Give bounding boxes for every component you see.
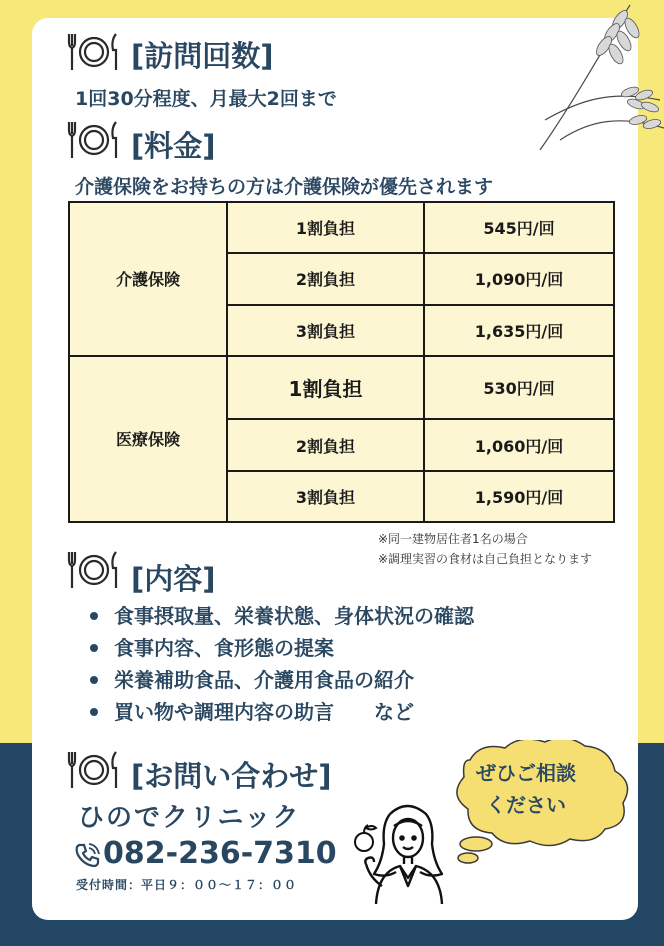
section-heading-fee: [料金]	[131, 129, 216, 163]
fee-table	[68, 201, 615, 523]
plate-fork-knife-icon	[66, 548, 122, 592]
price-cell: 530円/回	[424, 356, 614, 420]
price-cell: 1,635円/回	[424, 305, 614, 356]
clinic-name: ひのでクリニック	[78, 803, 301, 833]
fee-text: 介護保険をお持ちの方は介護保険が優先されます	[75, 176, 494, 198]
reception-hours: 受付時間：平日９：００～１７：００	[76, 878, 298, 892]
note-same-building: ※同一建物居住者1名の場合	[378, 532, 528, 546]
list-item: 栄養補助食品、介護用食品の紹介	[82, 664, 474, 696]
burden-cell: 3割負担	[227, 471, 424, 522]
wheat-decoration	[520, 0, 664, 160]
phone-icon	[74, 842, 100, 868]
table-row	[69, 202, 614, 253]
burden-cell: 2割負担	[227, 253, 424, 304]
price-cell: 545円/回	[424, 202, 614, 253]
bubble-line-2: ください	[486, 793, 566, 817]
visit-text: 1回30分程度、月最大2回まで	[75, 88, 337, 110]
note-cooking-materials: ※調理実習の食材は自己負担となります	[378, 552, 593, 566]
bubble-line-1: ぜひご相談	[476, 761, 576, 785]
list-item: 食事内容、食形態の提案	[82, 632, 474, 664]
burden-cell: 3割負担	[227, 305, 424, 356]
group-label-kaigo: 介護保険	[69, 202, 227, 356]
plate-fork-knife-icon	[66, 30, 122, 74]
list-item: 食事摂取量、栄養状態、身体状況の確認	[82, 600, 474, 632]
plate-fork-knife-icon	[66, 748, 122, 792]
woman-with-apple-illustration	[352, 796, 458, 904]
burden-cell: 2割負担	[227, 419, 424, 470]
bubble-text	[446, 757, 606, 821]
section-heading-contents: [内容]	[131, 562, 216, 596]
price-cell: 1,090円/回	[424, 253, 614, 304]
price-cell: 1,060円/回	[424, 419, 614, 470]
list-item: 買い物や調理内容の助言 など	[82, 696, 474, 728]
table-row	[69, 356, 614, 420]
phone-number[interactable]: 082-236-7310	[103, 836, 337, 871]
group-label-iryo: 医療保険	[69, 356, 227, 522]
plate-fork-knife-icon	[66, 118, 122, 162]
contents-list	[82, 600, 474, 728]
section-heading-contact: [お問い合わせ]	[131, 759, 332, 793]
section-heading-visit: [訪問回数]	[131, 39, 274, 73]
burden-cell: 1割負担	[227, 202, 424, 253]
burden-cell: 1割負担	[227, 356, 424, 420]
price-cell: 1,590円/回	[424, 471, 614, 522]
